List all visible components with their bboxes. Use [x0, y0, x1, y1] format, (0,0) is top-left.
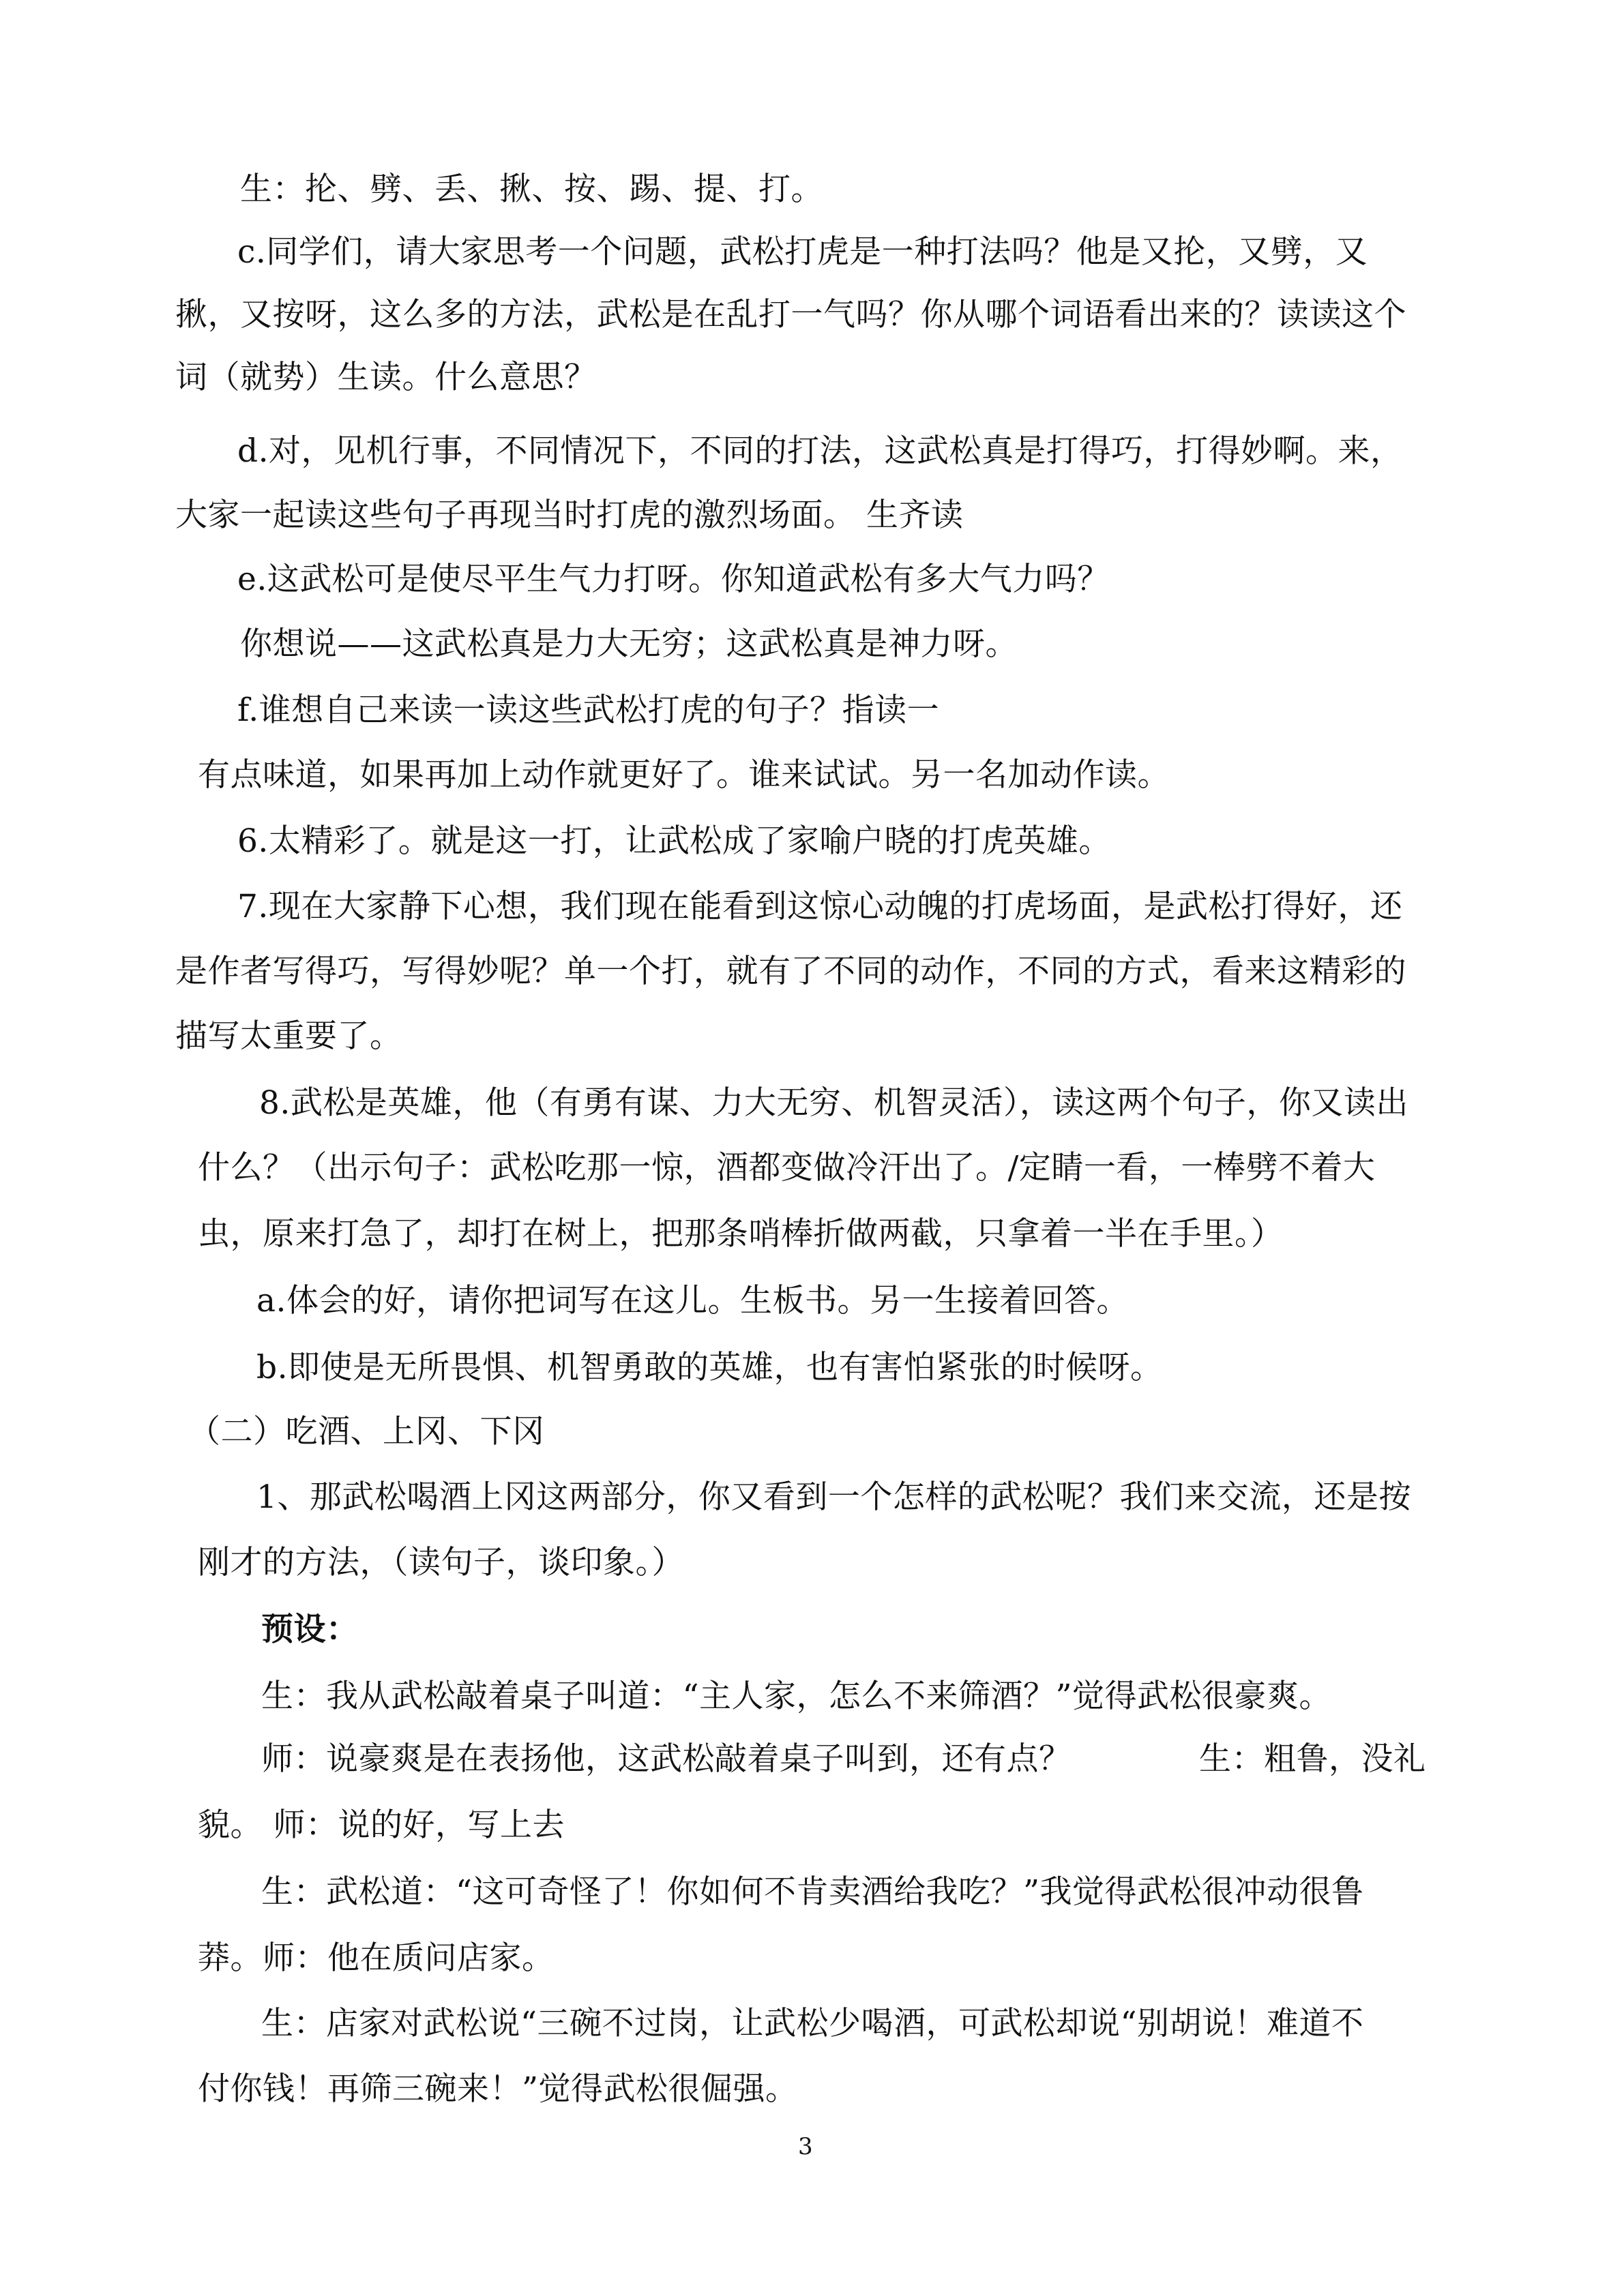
- text-line-29: 生：店家对武松说“三碗不过岗，让武松少喝酒，可武松却说“别胡说！难道不: [261, 2005, 1364, 2042]
- text-line-12: 7.现在大家静下心想，我们现在能看到这惊心动魄的打虎场面，是武松打得好，还: [237, 888, 1403, 925]
- text-line-4: 词（就势）生读。什么意思？: [175, 359, 597, 396]
- text-line-2: c.同学们，请大家思考一个问题，武松打虎是一种打法吗？他是又抡，又劈，又: [237, 233, 1368, 271]
- text-line-6: 大家一起读这些句子再现当时打虎的激烈场面。 生齐读: [175, 496, 964, 534]
- text-line-25: 师：说豪爽是在表扬他，这武松敲着桌子叫到，还有点？: [261, 1740, 1072, 1778]
- text-line-15: 8.武松是英雄，他（有勇有谋、力大无穷、机智灵活），读这两个句子，你又读出: [259, 1084, 1408, 1122]
- text-line-14: 描写太重要了。: [175, 1017, 402, 1055]
- text-line-7: e.这武松可是使尽平生气力打呀。你知道武松有多大气力吗？: [237, 561, 1110, 598]
- text-line-13: 是作者写得巧，写得妙呢？单一个打，就有了不同的动作，不同的方式，看来这精彩的: [175, 953, 1406, 990]
- text-line-17: 虫，原来打急了，却打在树上，把那条哨棒折做两截，只拿着一半在手里。）: [198, 1215, 1284, 1253]
- preset-label: 预设：: [261, 1611, 359, 1648]
- text-line-28: 莽。师：他在质问店家。: [198, 1939, 555, 1977]
- section-heading: （二）吃酒、上冈、下冈: [188, 1413, 545, 1450]
- text-line-22: 刚才的方法，（读句子，谈印象。）: [198, 1544, 684, 1581]
- text-line-18: a.体会的好，请你把词写在这儿。生板书。另一生接着回答。: [256, 1282, 1129, 1320]
- text-line-21: 1、那武松喝酒上冈这两部分，你又看到一个怎样的武松呢？我们来交流，还是按: [256, 1478, 1411, 1516]
- text-line-24: 生：我从武松敲着桌子叫道：“主人家，怎么不来筛酒？”觉得武松很豪爽。: [261, 1678, 1332, 1715]
- text-line-10: 有点味道，如果再加上动作就更好了。谁来试试。另一名加动作读。: [198, 756, 1170, 794]
- text-line-5: d.对，见机行事，不同情况下，不同的打法，这武松真是打得巧，打得妙啊。来，: [237, 432, 1403, 470]
- text-line-3: 揪，又按呀，这么多的方法，武松是在乱打一气吗？你从哪个词语看出来的？读读这个: [175, 296, 1406, 333]
- text-line-27: 生：武松道：“这可奇怪了！你如何不肯卖酒给我吃？”我觉得武松很冲动很鲁: [261, 1873, 1364, 1911]
- page-number: 3: [798, 2133, 813, 2160]
- text-line-16: 什么？（出示句子：武松吃那一惊，酒都变做冷汗出了。/定睛一看，一棒劈不着大: [198, 1149, 1376, 1187]
- text-line-8: 你想说——这武松真是力大无穷；这武松真是神力呀。: [240, 625, 1018, 663]
- text-line-9: f.谁想自己来读一读这些武松打虎的句子？指读一: [237, 691, 940, 729]
- text-line-19: b.即使是无所畏惧、机智勇敢的英雄，也有害怕紧张的时候呀。: [256, 1349, 1163, 1386]
- text-line-30: 付你钱！再筛三碗来！”觉得武松很倔强。: [198, 2070, 798, 2108]
- text-line-11: 6.太精彩了。就是这一打，让武松成了家喻户晓的打虎英雄。: [237, 822, 1111, 860]
- text-line-25-answer: 生：粗鲁，没礼: [1199, 1740, 1426, 1778]
- text-line-26: 貌。 师：说的好，写上去: [198, 1806, 565, 1844]
- text-line-1: 生：抡、劈、丢、揪、按、踢、提、打。: [240, 170, 823, 208]
